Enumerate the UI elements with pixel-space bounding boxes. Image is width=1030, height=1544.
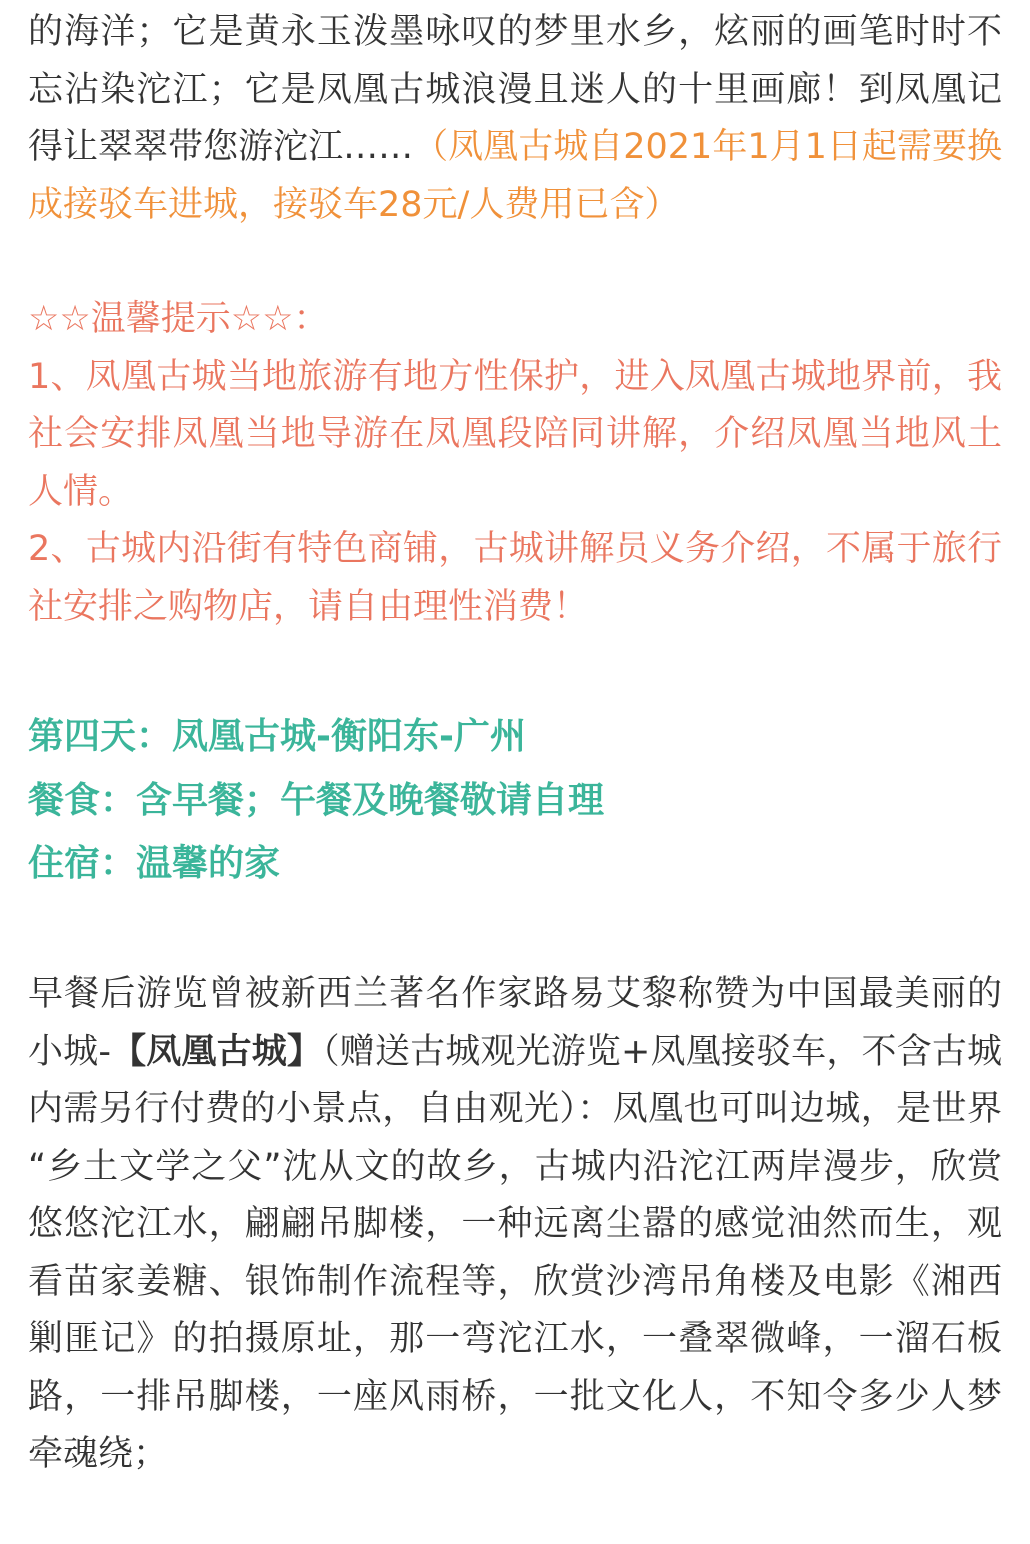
warm-tips-title: ☆☆温馨提示☆☆：	[28, 299, 329, 339]
intro-text: 的海洋；它是黄永玉泼墨咏叹的梦里水乡，炫丽的画笔时时不忘沾染沱江；它是凤凰古城浪漫且迷人的十里画廊！到凤凰记得让翠翠带您游沱江……	[28, 12, 1002, 167]
intro-paragraph	[28, 4, 1002, 234]
fenghuang-highlight: 【凤凰古城】	[110, 1031, 323, 1072]
description-body: （赠送古城观光游览+凤凰接驳车，不含古城内需另行付费的小景点，自由观光）：凤凰也可叫边城，是世界“乡土文学之父”沈从文的故乡，古城内沿沱江两岸漫步，欣赏悠悠沱江水，翩翩吊脚楼，一种远离尘嚣的感觉油然而生，观看苗家姜糖、银饰制作流程等，欣赏沙湾吊角楼及电影《湘西剿匪记》的拍摄原址，那一弯沱江水，一叠翠微峰，一溜石板路，一排吊脚楼，一座风雨桥，一批文化人，不知令多少人梦牵魂绕；	[28, 1031, 1002, 1474]
warm-tips-section	[28, 291, 1002, 636]
description-intro: 早餐后游览曾被新西兰著名作家路易艾黎称赞为中国最美丽的小城-	[28, 974, 1002, 1072]
warm-tip-item: 1、凤凰古城当地旅游有地方性保护，进入凤凰古城地界前，我社会安排凤凰当地导游在凤凰段陪同讲解，介绍凤凰当地风土人情。	[28, 356, 1002, 512]
day4-description	[28, 966, 1002, 1484]
day4-heading-block	[28, 705, 1002, 896]
day4-meals: 餐食：含早餐；午餐及晚餐敬请自理	[28, 779, 605, 821]
shuttle-bus-note: （凤凰古城自2021年1月1日起需要换成接驳车进城，接驳车28元/人费用已含）	[28, 127, 1002, 225]
day4-lodging: 住宿：温馨的家	[28, 843, 281, 884]
warm-tip-item: 2、古城内沿街有特色商铺，古城讲解员义务介绍，不属于旅行社安排之购物店，请自由理性消费！	[28, 529, 1002, 627]
day4-title: 第四天：凤凰古城-衡阳东-广州	[28, 716, 526, 757]
